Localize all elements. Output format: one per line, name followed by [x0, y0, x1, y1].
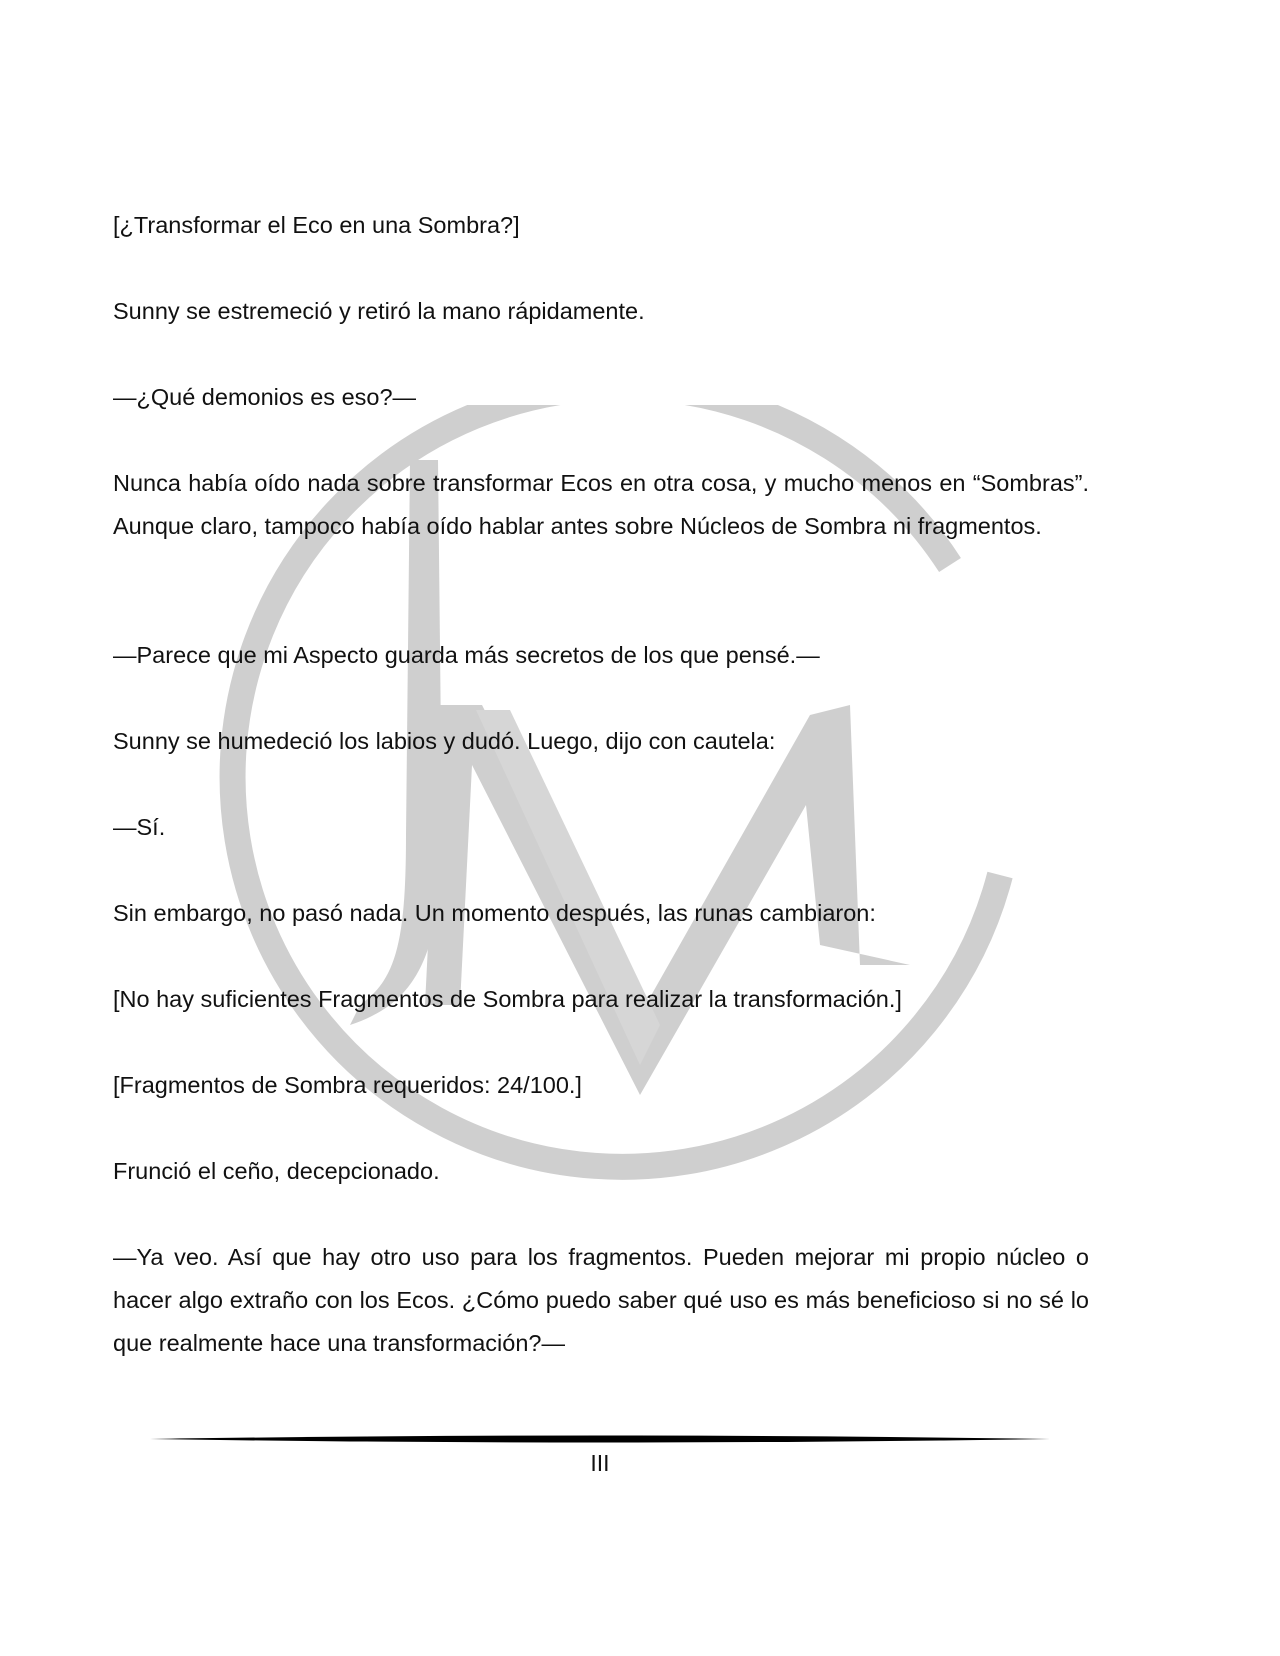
paragraph-narration: Sunny se humedeció los labios y dudó. Luego, dijo con cautela: — [113, 728, 776, 754]
paragraph-narration: Sin embargo, no pasó nada. Un momento después, las runas cambiaron: — [113, 900, 876, 926]
paragraph-system-prompt: [¿Transformar el Eco en una Sombra?] — [113, 212, 520, 238]
paragraph-narration: Frunció el ceño, decepcionado. — [113, 1158, 440, 1184]
paragraph-dialogue: —Ya veo. Así que hay otro uso para los fragmentos. Pueden mejorar mi propio núcleo o hacer algo extraño con los Ecos. ¿Cómo puedo saber qué uso es más beneficioso si no sé lo que realmente hace una transformación?— — [113, 1244, 1089, 1356]
paragraph-dialogue: —¿Qué demonios es eso?— — [113, 384, 417, 410]
paragraph-narration: Sunny se estremeció y retiró la mano rápidamente. — [113, 298, 645, 324]
paragraph-system-message: [Fragmentos de Sombra requeridos: 24/100.] — [113, 1072, 582, 1098]
paragraph-dialogue: —Sí. — [113, 814, 166, 840]
paragraph-narration: Nunca había oído nada sobre transformar Ecos en otra cosa, y mucho menos en “Sombras”. Aunque claro, tampoco había oído hablar antes sobre Núcleos de Sombra ni fragmentos. — [113, 470, 1089, 539]
paragraph-dialogue: —Parece que mi Aspecto guarda más secretos de los que pensé.— — [113, 642, 820, 668]
paragraph-system-message: [No hay suficientes Fragmentos de Sombra para realizar la transformación.] — [113, 986, 902, 1012]
footer-divider — [150, 1432, 1050, 1446]
page-number: III — [590, 1450, 610, 1476]
